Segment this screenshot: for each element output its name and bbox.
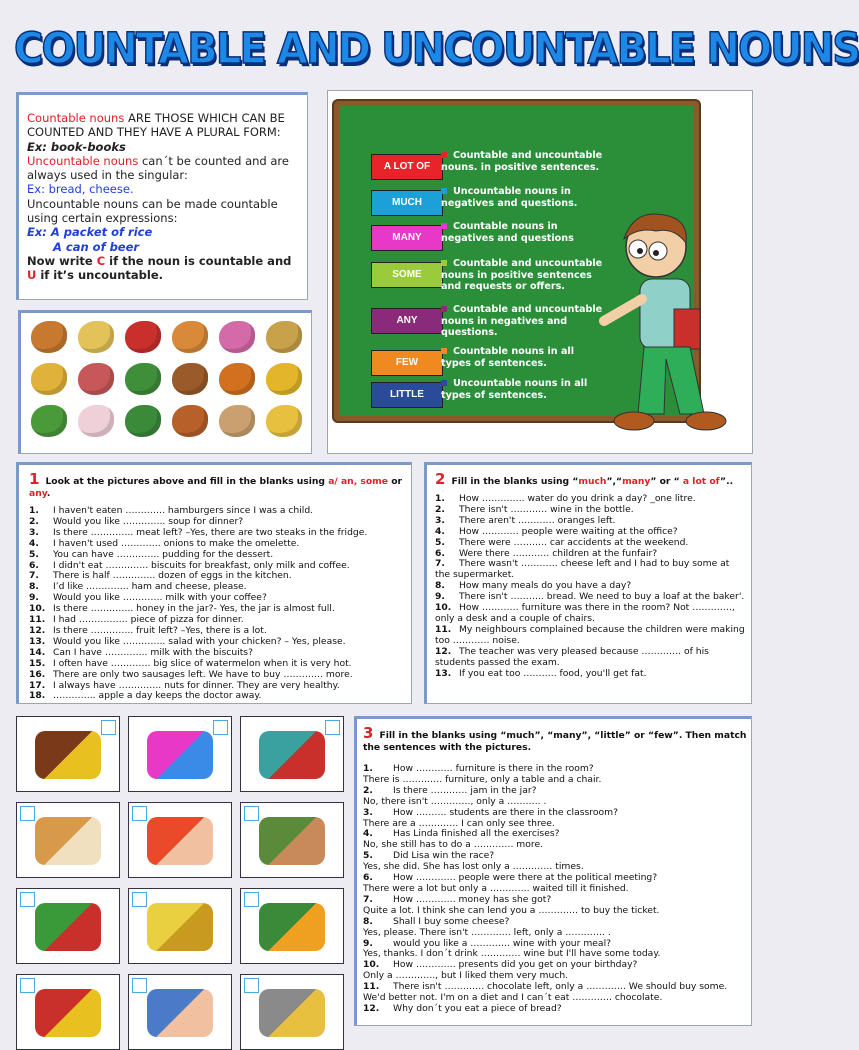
food-picture — [266, 405, 302, 437]
quantifier-tag: MANY — [371, 225, 443, 251]
match-picture — [128, 716, 232, 792]
answer-box[interactable] — [101, 720, 116, 735]
exercise-3-line: 8. Shall I buy some cheese? — [363, 915, 510, 927]
list-item: 17. I always have ………….. nuts for dinner. They are very healthy. — [29, 679, 340, 691]
quantifier-tag: FEW — [371, 350, 443, 376]
exercise-3-line: 3. How ………. students are there in the classroom? — [363, 806, 618, 818]
answer-box[interactable] — [20, 892, 35, 907]
list-item: 12. The teacher was very pleased because …………. of his students passed the exam. — [435, 645, 709, 668]
food-picture — [78, 405, 114, 437]
bullet-icon — [441, 188, 447, 194]
exercise-3-line: 2. Is there ………… jam in the jar? — [363, 784, 537, 796]
uncountable-label: Uncountable nouns — [27, 153, 139, 168]
food-picture — [219, 363, 255, 395]
list-item: 12. Is there ………….. fruit left? –Yes, there is a lot. — [29, 624, 267, 636]
exercise-3-line: Yes, thanks. I don´t drink …………. wine but I'll have some today. — [363, 948, 661, 960]
food-pictures-box — [18, 310, 312, 454]
list-item: 3. There aren't ………… oranges left. — [435, 514, 616, 526]
quantifier-tag: SOME — [371, 262, 443, 288]
expression-example-1: Ex: A packet of rice — [27, 225, 153, 240]
exercise-1-heading: 1 Look at the pictures above and fill in the blanks using a/ an, some or any. — [29, 470, 403, 499]
match-picture — [128, 802, 232, 878]
list-item: 11. I had ……………. piece of pizza for dinner. — [29, 614, 244, 626]
answer-box[interactable] — [20, 978, 35, 993]
list-item: 10. How ………… furniture was there in the room? Not …………., only a desk and a couple of chairs. — [435, 602, 735, 624]
picture-illustration — [259, 817, 325, 865]
exercise-3-line: There were a lot but only a …………. waited till it finished. — [363, 882, 629, 894]
list-item: 14. Can I have ………….. milk with the biscuits? — [29, 646, 253, 658]
answer-box[interactable] — [132, 978, 147, 993]
bullet-icon — [441, 260, 447, 266]
match-picture — [16, 716, 120, 792]
exercise-2-list — [435, 494, 747, 679]
exercise-3-line: 5. Did Lisa win the race? — [363, 850, 495, 862]
list-item: 1. How ………….. water do you drink a day? _one litre. — [435, 493, 696, 504]
answer-box[interactable] — [132, 892, 147, 907]
exercise-3-line: No, there isn't …………., only a ……….. . — [363, 795, 547, 807]
exercise-3-line: We'd better not. I'm on a diet and I can´t eat …………. chocolate. — [363, 992, 663, 1004]
countable-definition: ARE THOSE WHICH CAN BE COUNTED AND THEY HAVE A PLURAL FORM: — [27, 111, 285, 140]
picture-illustration — [259, 989, 325, 1037]
list-item: 10. Is there ………….. honey in the jar?- Yes, the jar is almost full. — [29, 603, 335, 615]
match-picture — [240, 716, 344, 792]
quantifier-description: Countable and uncountable nouns. in positive sentences. — [441, 150, 603, 173]
list-item: 13. Would you like ………….. salad with your chicken? – Yes, please. — [29, 635, 346, 647]
exercise-3-line: 1. How ………… furniture is there in the room? — [363, 763, 594, 774]
list-item: 8. How many meals do you have a day? — [435, 580, 632, 592]
boy-illustration — [594, 209, 744, 449]
food-picture — [78, 321, 114, 353]
picture-illustration — [147, 903, 213, 951]
list-item: 2. Would you like ………….. soup for dinner? — [29, 515, 244, 527]
exercise-3-line: 9. would you like a …………. wine with your meal? — [363, 937, 611, 949]
list-item: 18. ………….. apple a day keeps the doctor away. — [29, 690, 262, 702]
exercise-3-line: Yes, please. There isn't …………. left, only a …………. . — [363, 926, 611, 938]
quantifier-tag: A LOT OF — [371, 154, 443, 180]
food-picture — [31, 363, 67, 395]
exercise-3-line: 10. How …………. presents did you get on your birthday? — [363, 959, 638, 971]
countable-label: Countable nouns — [27, 111, 125, 125]
bullet-icon — [441, 223, 447, 229]
expressions-text: Uncountable nouns can be made countable using certain expressions: — [27, 196, 278, 226]
exercise-3-line: No, she still has to do a …………. more. — [363, 839, 544, 851]
food-pictures-grid — [25, 321, 307, 437]
exercise-3-line: 6. How …………. people were there at the political meeting? — [363, 872, 658, 884]
answer-box[interactable] — [20, 806, 35, 821]
uncountable-example: Ex: bread, cheese. — [27, 182, 134, 197]
list-item: 7. There is half ………….. dozen of eggs in the kitchen. — [29, 570, 292, 582]
picture-illustration — [35, 903, 101, 951]
quantifier-description: Countable nouns in negatives and questions — [441, 221, 574, 244]
match-pictures-grid — [16, 716, 346, 1050]
list-item: 11. My neighbours complained because the children were making too ………… noise. — [435, 623, 745, 646]
list-item: 7. There wasn't ………… cheese left and I had to buy some at the supermarket. — [435, 558, 730, 581]
quantifiers-panel — [327, 90, 753, 454]
match-picture — [16, 802, 120, 878]
bullet-icon — [441, 306, 447, 312]
exercise-2-heading: 2 Fill in the blanks using “much”,“many” or “ a lot of”.. — [435, 470, 734, 488]
food-picture — [172, 405, 208, 437]
exercise-3-line: There is …………. furniture, only a table and a chair. — [363, 773, 602, 785]
picture-illustration — [147, 731, 213, 779]
food-picture — [219, 321, 255, 353]
quantifier-description: Countable nouns in all types of sentences. — [441, 346, 574, 369]
food-picture — [266, 363, 302, 395]
exercise-1-list — [29, 506, 407, 702]
food-picture — [31, 405, 67, 437]
food-picture — [172, 363, 208, 395]
food-picture — [172, 321, 208, 353]
list-item: 2. There isn't ………… wine in the bottle. — [435, 503, 634, 515]
list-item: 6. I didn't eat ………….. biscuits for breakfast, only milk and coffee. — [29, 559, 350, 571]
bullet-icon — [441, 380, 447, 386]
exercise-3-heading: 3 Fill in the blanks using “much”, “many”, “little” or “few”. Then match the sentences with the pictures. — [363, 724, 747, 753]
expression-example-2: A can of beer — [53, 239, 140, 254]
answer-box[interactable] — [244, 978, 259, 993]
quantifier-description: Countable and uncountable nouns in negatives and questions. — [441, 304, 603, 338]
rules-box — [16, 92, 308, 300]
match-picture — [240, 802, 344, 878]
food-picture — [266, 321, 302, 353]
picture-illustration — [147, 989, 213, 1037]
exercise-2 — [424, 462, 752, 704]
quantifier-tag: ANY — [371, 308, 443, 334]
quantifier-description: Countable and uncountable nouns in positive sentences and requests or offers. — [441, 258, 603, 292]
exercise-3 — [354, 716, 752, 1026]
quantifier-tag: MUCH — [371, 190, 443, 216]
bullet-icon — [441, 152, 447, 158]
picture-illustration — [147, 817, 213, 865]
picture-illustration — [35, 731, 101, 779]
answer-box[interactable] — [244, 806, 259, 821]
quantifier-description: Uncountable nouns in negatives and questions. — [441, 186, 578, 209]
list-item: 5. You can have ………….. pudding for the dessert. — [29, 548, 274, 560]
list-item: 15. I often have …………. big slice of watermelon when it is very hot. — [29, 657, 352, 669]
page-title: COUNTABLE AND UNCOUNTABLE NOUNS — [14, 24, 859, 74]
picture-illustration — [35, 817, 101, 865]
list-item: 9. There isn't ……….. bread. We need to buy a loaf at the baker'. — [435, 591, 745, 603]
food-picture — [219, 405, 255, 437]
food-picture — [125, 363, 161, 395]
food-picture — [125, 405, 161, 437]
food-picture — [31, 321, 67, 353]
list-item: 1. I haven't eaten …………. hamburgers since I was a child. — [29, 505, 314, 516]
list-item: 5. There were ……….. car accidents at the weekend. — [435, 536, 689, 548]
exercise-3-line: Yes, she did. She has lost only a …………. times. — [363, 861, 584, 873]
list-item: 13. If you eat too ……….. food, you'll get fat. — [435, 667, 647, 679]
list-item: 16. There are only two sausages left. We have to buy …………. more. — [29, 668, 353, 680]
quantifier-tag: LITTLE — [371, 382, 443, 408]
match-picture — [16, 974, 120, 1050]
match-picture — [240, 974, 344, 1050]
food-picture — [125, 321, 161, 353]
answer-box[interactable] — [325, 720, 340, 735]
exercise-3-line: 7. How …………. money has she got? — [363, 893, 552, 905]
food-picture — [78, 363, 114, 395]
picture-illustration — [259, 731, 325, 779]
match-picture — [128, 888, 232, 964]
picture-illustration — [35, 989, 101, 1037]
list-item: 4. How ………… people were waiting at the office? — [435, 525, 678, 537]
list-item: 8. I’d like ………….. ham and cheese, please. — [29, 581, 247, 593]
exercise-3-line: 12. Why don´t you eat a piece of bread? — [363, 1002, 562, 1014]
match-picture — [16, 888, 120, 964]
exercise-3-line: Quite a lot. I think she can lend you a …………. to buy the ticket. — [363, 904, 660, 916]
list-item: 9. Would you like …………. milk with your coffee? — [29, 592, 267, 604]
picture-illustration — [259, 903, 325, 951]
bullet-icon — [441, 348, 447, 354]
exercise-3-line: 11. There isn't …………. chocolate left, only a …………. We should buy some. — [363, 981, 728, 993]
exercise-1 — [16, 462, 412, 704]
answer-box[interactable] — [244, 892, 259, 907]
match-picture — [240, 888, 344, 964]
exercise-3-list — [363, 764, 747, 1015]
instruction-text: Now write C if the noun is countable and U if it’s uncountable. — [27, 253, 292, 283]
quantifier-description: Uncountable nouns in all types of sentences. — [441, 378, 588, 401]
list-item: 4. I haven't used …………. onions to make the omelette. — [29, 537, 300, 549]
answer-box[interactable] — [132, 806, 147, 821]
answer-box[interactable] — [213, 720, 228, 735]
uncountable-definition: can´t be counted and are always used in the singular: — [27, 153, 289, 183]
list-item: 6. Were there ………… children at the funfair? — [435, 547, 658, 559]
exercise-3-line: There are a …………. I can only see three. — [363, 817, 555, 829]
exercise-3-line: Only a …………., but I liked them very much. — [363, 970, 569, 982]
match-picture — [128, 974, 232, 1050]
list-item: 3. Is there ………….. meat left? –Yes, there are two steaks in the fridge. — [29, 526, 368, 538]
exercise-3-line: 4. Has Linda finished all the exercises? — [363, 828, 560, 840]
countable-example: Ex: book-books — [27, 139, 126, 154]
